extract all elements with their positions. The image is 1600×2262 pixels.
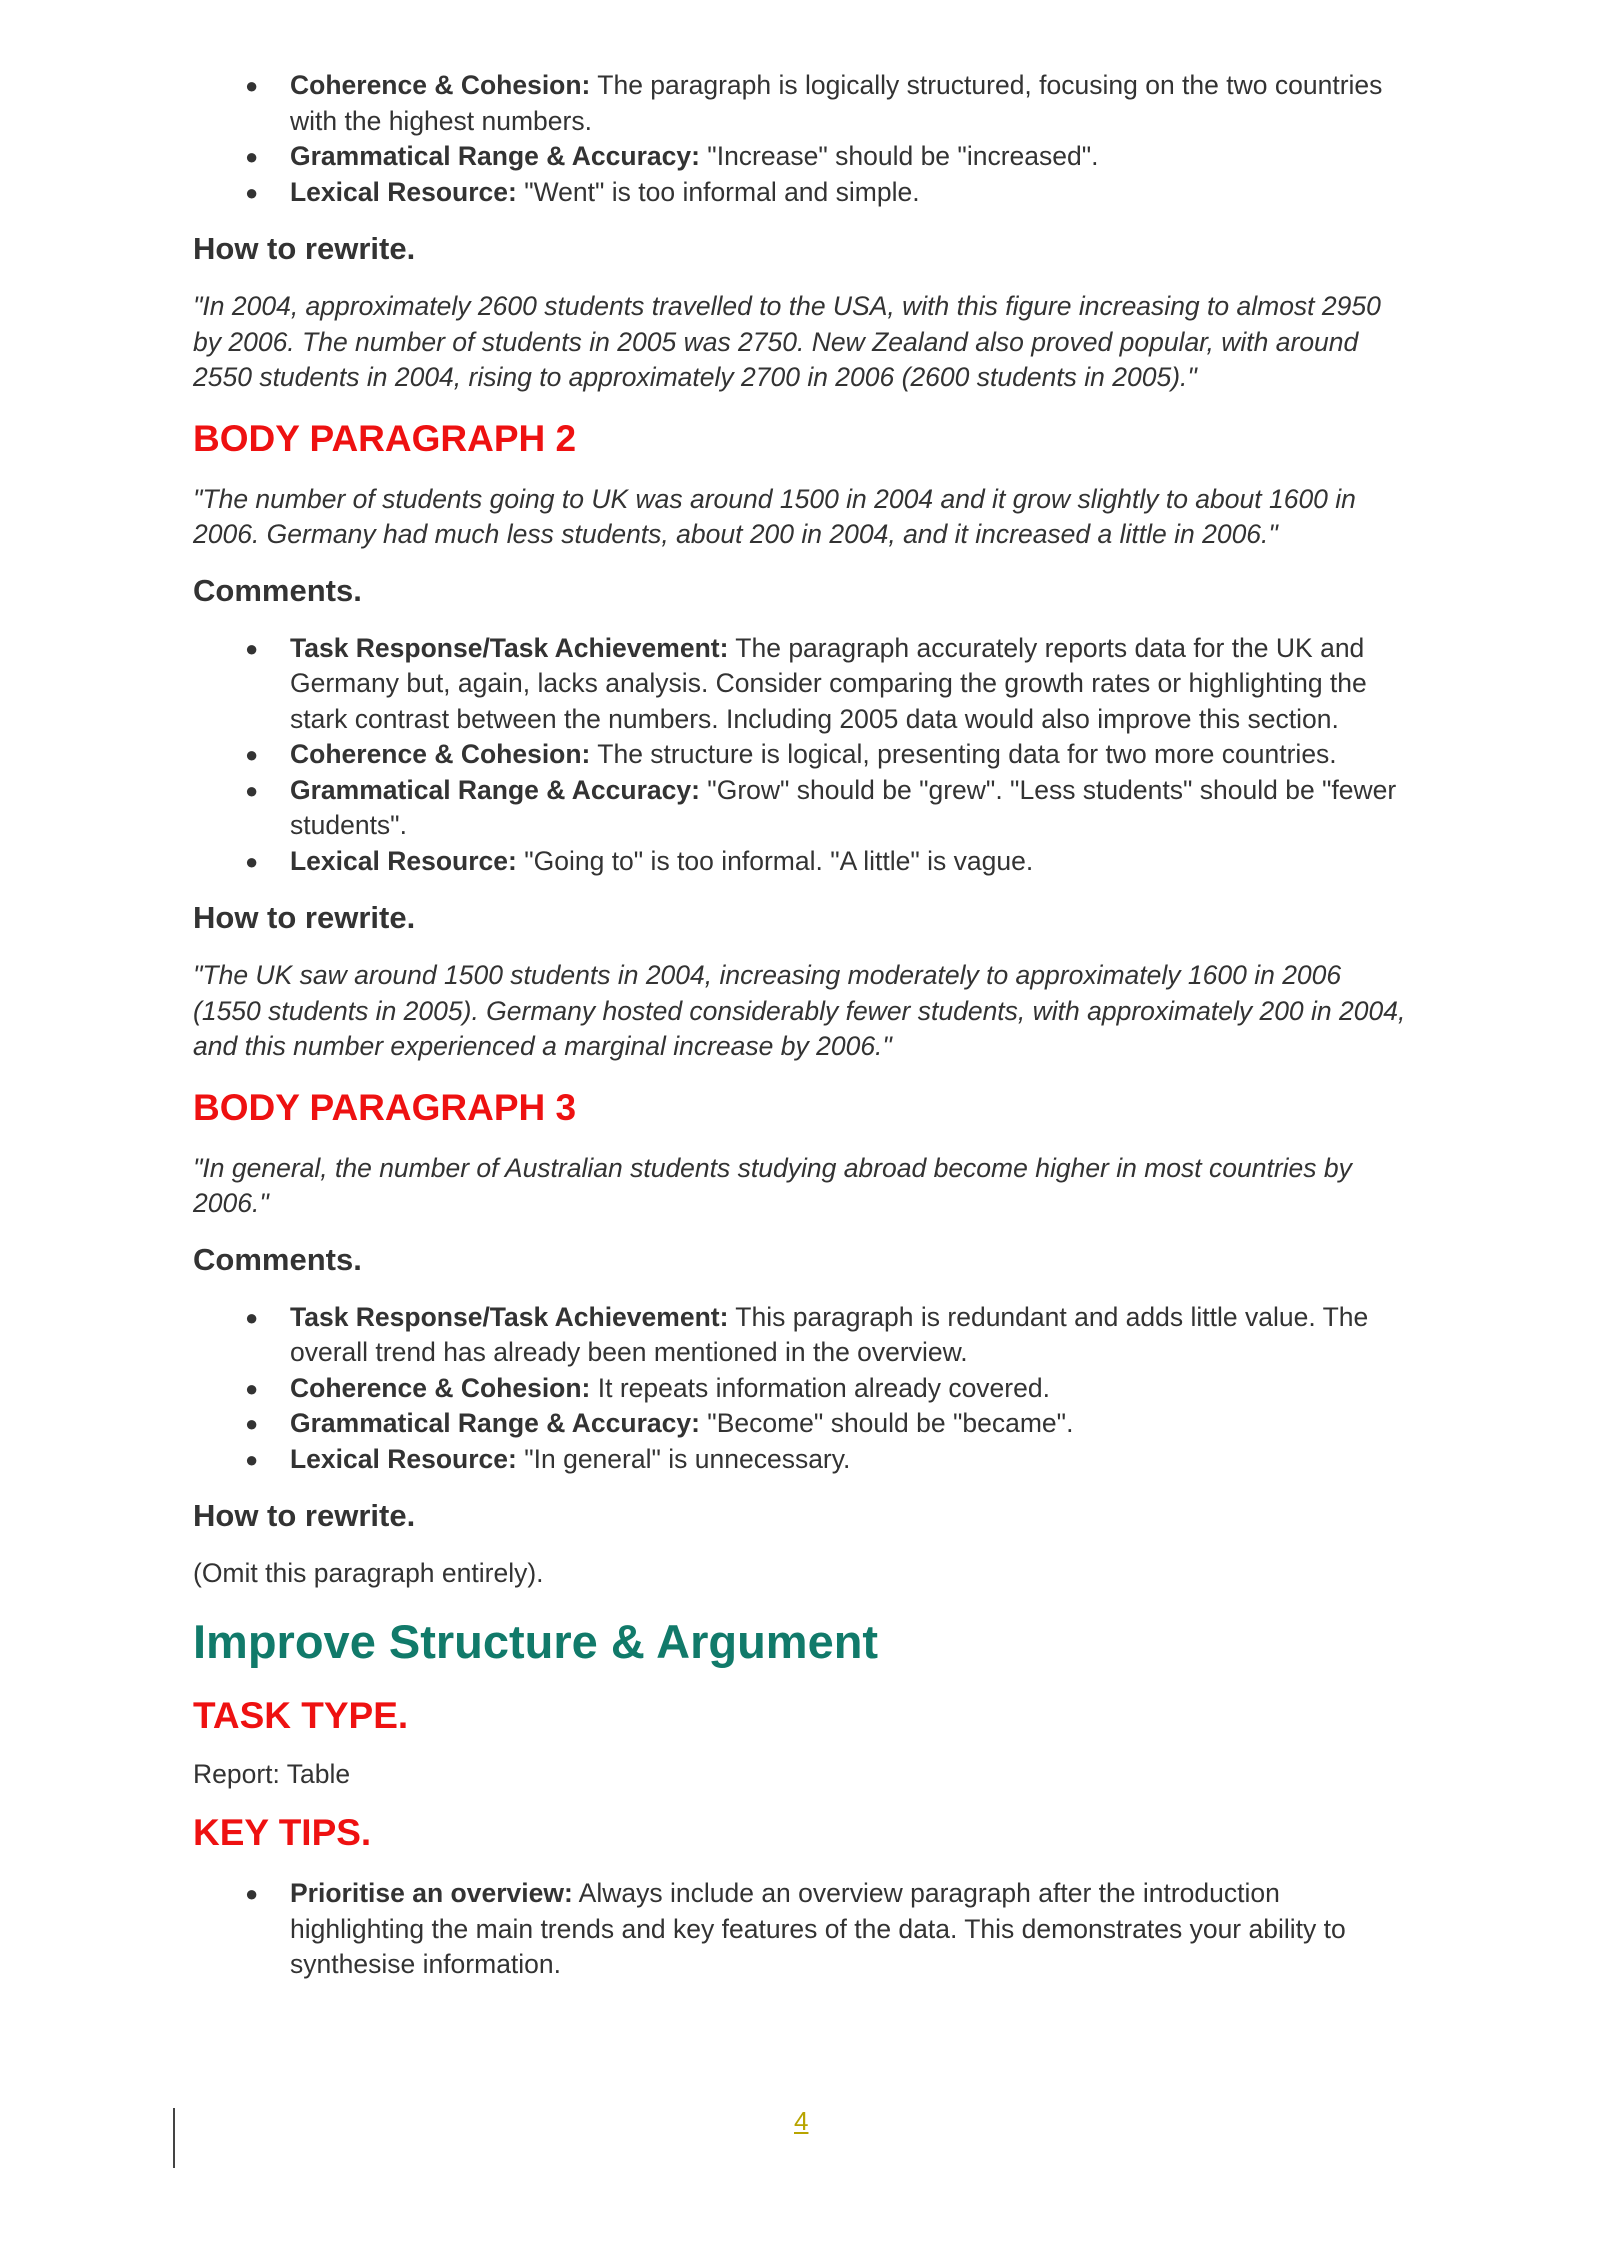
bullet-text: The structure is logical, presenting data for two more countries. [590,739,1337,769]
improve-structure-heading: Improve Structure & Argument [193,1614,879,1668]
bullet-icon: ● [245,742,259,767]
document-page [193,68,1408,1983]
list-item [193,844,1408,880]
bullet-icon: ● [245,848,259,874]
bullet-text: The paragraph accurately reports data for the UK and Germany but, again, lacks analysis. Consider comparing the growth rates or highlighting the stark contrast between the numbers. Including 2005 data would also improve this section. [290,632,1367,734]
key-tips-list [193,1876,1408,1983]
bullet-label: Task Response/Task Achievement: [290,632,729,663]
bullet-label: Coherence & Cohesion: [290,70,591,100]
list-item [193,1300,1408,1371]
student-quote: "In general, the number of Australian students studying abroad become higher in most countries by 2006." [193,1152,1352,1218]
rewrite-heading: How to rewrite. [193,1498,416,1533]
margin-divider [173,2108,175,2168]
key-tips-heading: KEY TIPS. [193,1812,372,1853]
list-item [193,1371,1408,1407]
list-item [193,1876,1408,1983]
bullet-icon: ● [245,144,259,169]
bullet-label: Lexical Resource: [290,845,517,876]
comments-heading: Comments. [193,1241,362,1277]
bullet-text: "Increase" should be "increased". [699,141,1099,171]
bullet-icon: ● [245,179,259,205]
list-item [193,68,1408,139]
bullet-icon: ● [245,73,259,98]
comments-list [193,1300,1408,1478]
prev-comments-list [193,68,1408,210]
list-item [193,631,1408,738]
rewrite-text: "In 2004, approximately 2600 students travelled to the USA, with this figure increasing to almost 2950 by 2006. The number of students in 2005 was 2750. New Zealand also proved popular, with around 2550 students in 2004, rising to approximately 2700 in 2006 (2600 students in 2005)." [193,291,1381,392]
list-item [193,175,1408,211]
bullet-label: Lexical Resource: [290,176,517,207]
comments-heading: Comments. [193,572,362,608]
bullet-icon: ● [245,1446,259,1472]
page-number-link[interactable]: 4 [794,2106,809,2136]
bullet-text: "In general" is unnecessary. [516,1443,851,1474]
bullet-text: "Become" should be "became". [699,1408,1074,1438]
body-paragraph-2-heading: BODY PARAGRAPH 2 [193,417,577,459]
bullet-label: Lexical Resource: [290,1443,517,1474]
bullet-icon: ● [245,1375,259,1401]
bullet-text: The paragraph is logically structured, focusing on the two countries with the highest numbers. [290,70,1383,136]
bullet-text: This paragraph is redundant and adds little value. The overall trend has already been mentioned in the overview. [290,1301,1369,1367]
bullet-label: Grammatical Range & Accuracy: [290,1408,700,1438]
bullet-icon: ● [245,1411,259,1436]
bullet-text: "Went" is too informal and simple. [516,176,920,207]
list-item [193,737,1408,773]
bullet-icon: ● [245,1881,259,1906]
bullet-text: It repeats information already covered. [590,1372,1050,1403]
student-quote: "The number of students going to UK was around 1500 in 2004 and it grow slightly to about 1600 in 2006. Germany had much less students, about 200 in 2004, and it increased a little in 2006." [193,483,1356,549]
body-paragraph-3-heading: BODY PARAGRAPH 3 [193,1086,577,1128]
task-type-value: Report: Table [193,1758,351,1789]
bullet-text: "Grow" should be "grew". "Less students" should be "fewer students". [290,774,1397,840]
list-item [193,773,1408,844]
bullet-label: Grammatical Range & Accuracy: [290,774,700,805]
bullet-label: Grammatical Range & Accuracy: [290,141,700,171]
comments-list [193,631,1408,880]
bullet-icon: ● [245,1304,259,1330]
rewrite-heading: How to rewrite. [193,231,416,266]
rewrite-heading: How to rewrite. [193,900,416,935]
list-item [193,139,1408,175]
list-item [193,1442,1408,1478]
bullet-text: "Going to" is too informal. "A little" is vague. [516,845,1034,876]
rewrite-text: (Omit this paragraph entirely). [193,1558,544,1588]
bullet-label: Prioritise an overview: [290,1878,573,1908]
bullet-label: Task Response/Task Achievement: [290,1301,729,1332]
bullet-label: Coherence & Cohesion: [290,739,591,769]
bullet-icon: ● [245,777,259,803]
list-item [193,1406,1408,1442]
task-type-heading: TASK TYPE. [193,1694,409,1736]
bullet-label: Coherence & Cohesion: [290,1372,591,1403]
bullet-text: Always include an overview paragraph after the introduction highlighting the main trends and key features of the data. This demonstrates your ability to synthesise information. [290,1878,1346,1979]
rewrite-text: "The UK saw around 1500 students in 2004, increasing moderately to approximately 1600 in 2006 (1550 students in 2005). Germany hosted considerably fewer students, with approximately 200 in 2004, and this number experienced a marginal increase by 2006." [193,960,1406,1061]
bullet-icon: ● [245,635,259,661]
